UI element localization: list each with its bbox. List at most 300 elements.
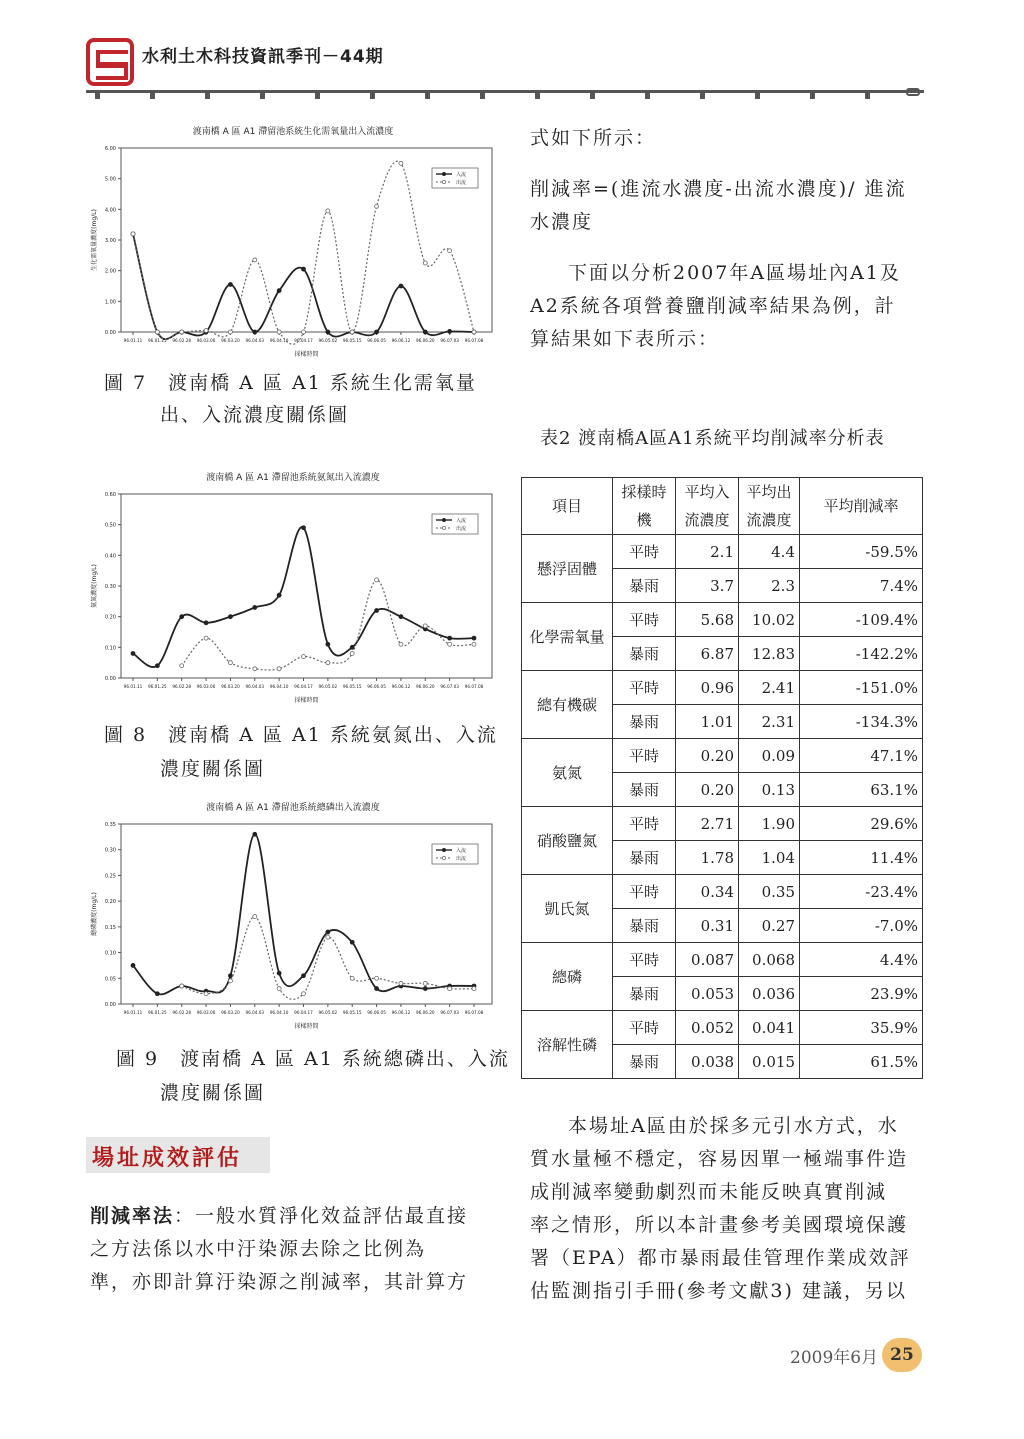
table-row — [522, 1011, 923, 1045]
data-point-inflow — [277, 593, 281, 597]
x-tick-label: 96.07.08 — [464, 684, 484, 689]
y-tick-label: 0.20 — [104, 614, 116, 621]
data-point-inflow — [326, 930, 330, 934]
x-tick-label: 96.05.02 — [318, 1010, 338, 1015]
table-row — [522, 671, 923, 705]
data-point-inflow — [253, 832, 257, 836]
header-tick — [810, 92, 815, 99]
cell-rate: 4.4% — [800, 943, 923, 977]
x-tick-label: 96.03.06 — [196, 1010, 216, 1015]
y-tick-label: 0.50 — [104, 522, 116, 529]
data-point-outflow — [204, 636, 208, 640]
cell-condition: 暴雨 — [613, 977, 676, 1011]
chart-title: 渡南橋 A 區 A1 滯留池系統總磷出入流濃度 — [206, 803, 380, 813]
x-tick-label: 96.05.15 — [342, 338, 362, 343]
data-point-outflow — [326, 661, 330, 665]
journal-title: 水利土木科技資訊季刊－44期 — [142, 47, 384, 67]
legend-box — [432, 844, 478, 864]
table-row — [522, 875, 923, 909]
data-point-inflow — [326, 642, 330, 646]
cell-condition: 平時 — [613, 671, 676, 705]
cell-rate: 47.1% — [800, 739, 923, 773]
x-tick-label: 96.01.11 — [123, 338, 143, 343]
y-axis-label: 氨氮濃度(mg/L) — [91, 564, 98, 608]
x-tick-label: 96.03.06 — [196, 684, 216, 689]
y-tick-label: 1.00 — [104, 299, 116, 306]
right-paragraph-2 — [530, 1110, 930, 1308]
text-line: 式如下所示： — [530, 127, 657, 149]
text-line: 估監測指引手冊(參考文獻3) 建議，另以 — [530, 1280, 907, 1302]
data-point-outflow — [399, 981, 403, 985]
journal-logo-icon — [86, 38, 134, 86]
header-rule — [86, 90, 924, 93]
header-tick — [95, 92, 100, 99]
y-tick-label: 2.00 — [104, 268, 116, 275]
x-tick-label: 96.06.20 — [415, 684, 435, 689]
x-tick-label: 96.04.03 — [245, 338, 265, 343]
x-tick-label: 96.01.11 — [123, 684, 143, 689]
chart-title: 渡南橋 A 區 A1 滯留池系統生化需氧量出入流濃度 — [192, 127, 394, 137]
cell-condition: 暴雨 — [613, 841, 676, 875]
data-point-outflow — [253, 915, 257, 919]
fig9-caption: 圖 9 渡南橋 A 區 A1 系統總磷出、入流 — [116, 1048, 510, 1070]
bod-chart — [86, 120, 500, 370]
legend-marker — [442, 518, 445, 521]
header-tick — [480, 92, 485, 99]
data-point-outflow — [423, 261, 427, 265]
header-tick — [865, 92, 870, 99]
table-row — [522, 739, 923, 773]
data-point-outflow — [277, 987, 281, 991]
y-tick-label: 6.00 — [104, 146, 116, 152]
x-tick-label: 96.07.03 — [440, 338, 459, 343]
text-line: 削減率=(進流水濃度-出流水濃度)/ 進流 — [530, 178, 907, 200]
data-point-inflow — [423, 987, 427, 991]
header-tick — [425, 92, 430, 99]
page-number: 25 — [882, 1338, 922, 1372]
header-end-icon — [906, 88, 920, 96]
row-item: 懸浮固體 — [522, 535, 613, 603]
series-line-inflow — [133, 234, 474, 339]
row-item: 溶解性磷 — [522, 1011, 613, 1079]
table-row — [522, 535, 923, 569]
data-point-inflow — [131, 651, 135, 655]
cell-inflow: 0.96 — [676, 671, 739, 705]
cell-rate: -134.3% — [800, 705, 923, 739]
y-tick-label: 0.30 — [104, 584, 116, 590]
x-tick-label: 96.06.12 — [391, 1010, 411, 1015]
cell-outflow: 2.31 — [739, 705, 800, 739]
y-tick-label: 0.25 — [104, 873, 116, 880]
term-bold: 削減率法 — [90, 1205, 175, 1227]
data-point-outflow — [448, 642, 452, 646]
x-tick-label: 96.03.20 — [221, 338, 240, 343]
header-text: 平均入 — [684, 483, 730, 501]
x-tick-label: 96.06.05 — [367, 1010, 386, 1015]
header-tick — [700, 92, 705, 99]
x-tick-label: 96.01.25 — [148, 1010, 167, 1015]
legend-marker — [442, 856, 445, 859]
cell-rate: -151.0% — [800, 671, 923, 705]
header-item: 項目 — [522, 478, 613, 535]
y-tick-label: 5.00 — [104, 176, 116, 183]
data-point-outflow — [448, 249, 452, 253]
data-point-outflow — [423, 981, 427, 985]
series-line-outflow — [182, 580, 474, 670]
cell-outflow: 4.4 — [739, 535, 800, 569]
text-line: ：一般水質淨化效益評估最直接 — [174, 1205, 469, 1227]
header-tick — [315, 92, 320, 99]
cell-outflow: 12.83 — [739, 637, 800, 671]
x-tick-label: 96.05.15 — [342, 1010, 362, 1015]
legend-label: 出流 — [456, 856, 467, 862]
data-point-outflow — [155, 330, 159, 334]
data-point-outflow — [448, 987, 452, 991]
cell-rate: 23.9% — [800, 977, 923, 1011]
data-point-inflow — [375, 609, 379, 613]
cell-inflow: 0.053 — [676, 977, 739, 1011]
x-tick-label: 96.07.08 — [464, 1010, 484, 1015]
data-point-outflow — [228, 661, 232, 665]
cell-outflow: 0.015 — [739, 1045, 800, 1079]
data-point-outflow — [399, 642, 403, 646]
y-tick-label: 0.30 — [104, 847, 116, 854]
header-tick — [370, 92, 375, 99]
y-tick-label: 0.05 — [104, 976, 116, 983]
x-axis-label: 採樣時間 — [294, 351, 319, 358]
legend-marker — [442, 526, 445, 529]
header-time — [613, 478, 676, 535]
legend-box — [432, 514, 478, 534]
x-tick-label: 96.04.10 — [269, 338, 289, 343]
table-row — [522, 603, 923, 637]
x-tick-label: 96.02.28 — [172, 338, 192, 343]
data-point-outflow — [131, 232, 135, 236]
data-point-inflow — [350, 940, 354, 944]
data-point-outflow — [399, 161, 403, 165]
data-point-inflow — [277, 971, 281, 975]
table-caption: 表2 渡南橋A區A1系統平均削減率分析表 — [540, 428, 885, 449]
section-heading — [86, 1137, 270, 1173]
data-point-inflow — [131, 963, 135, 967]
cell-condition: 暴雨 — [613, 909, 676, 943]
data-point-outflow — [326, 935, 330, 939]
header-text: 流濃度 — [684, 511, 730, 529]
row-item: 總有機碳 — [522, 671, 613, 739]
series-line-inflow — [133, 834, 474, 994]
data-point-inflow — [277, 289, 281, 293]
data-point-inflow — [472, 636, 476, 640]
cell-outflow: 0.036 — [739, 977, 800, 1011]
data-point-outflow — [326, 209, 330, 213]
text-line: 署（EPA）都市暴雨最佳管理作業成效評 — [530, 1247, 911, 1269]
x-tick-label: 96.07.08 — [464, 338, 484, 343]
cell-condition: 平時 — [613, 535, 676, 569]
section-title: 場址成效評估 — [92, 1146, 243, 1171]
data-point-inflow — [399, 615, 403, 619]
reduction-rate-table — [521, 477, 923, 1079]
table-row — [522, 943, 923, 977]
data-point-outflow — [253, 667, 257, 671]
y-tick-label: 0.00 — [104, 330, 116, 336]
data-point-outflow — [253, 258, 257, 262]
data-point-inflow — [399, 284, 403, 288]
cell-condition: 暴雨 — [613, 569, 676, 603]
data-point-inflow — [375, 987, 379, 991]
cell-inflow: 1.01 — [676, 705, 739, 739]
x-tick-label: 96.02.28 — [172, 1010, 192, 1015]
chart-title: 渡南橋 A 區 A1 滯留池系統氨氮出入流濃度 — [206, 473, 380, 483]
cell-rate: -23.4% — [800, 875, 923, 909]
cell-inflow: 1.78 — [676, 841, 739, 875]
fig7-caption: 圖 7 渡南橋 A 區 A1 系統生化需氧量 — [104, 372, 477, 394]
data-point-inflow — [228, 615, 232, 619]
text-line: 本場址A區由於採多元引水方式，水 — [568, 1115, 899, 1137]
x-axis-label: 採樣時間 — [294, 1023, 319, 1030]
x-tick-label: 96.06.12 — [391, 684, 411, 689]
ammonia-chart — [86, 466, 500, 716]
y-tick-label: 0.20 — [104, 899, 116, 906]
right-paragraph-1 — [530, 122, 930, 356]
cell-outflow: 1.04 — [739, 841, 800, 875]
cell-inflow: 0.34 — [676, 875, 739, 909]
data-point-outflow — [277, 667, 281, 671]
header-text: 採樣時 — [621, 483, 667, 501]
cell-rate: 61.5% — [800, 1045, 923, 1079]
cell-outflow: 0.13 — [739, 773, 800, 807]
x-tick-label: 96.05.02 — [318, 684, 338, 689]
data-point-inflow — [448, 329, 452, 333]
text-line: 準，亦即計算汙染源之削減率，其計算方 — [90, 1271, 469, 1293]
fig8-caption: 圖 8 渡南橋 A 區 A1 系統氨氮出、入流 — [104, 724, 498, 746]
x-tick-label: 96.01.11 — [123, 1010, 143, 1015]
data-point-outflow — [472, 330, 476, 334]
fig7-caption-cont: 出、入流濃度關係圖 — [160, 404, 350, 426]
y-tick-label: 0.10 — [104, 950, 116, 957]
text-line: 質水量極不穩定，容易因單一極端事件造 — [530, 1148, 909, 1170]
x-tick-label: 96.05.02 — [318, 338, 338, 343]
data-point-inflow — [423, 330, 427, 334]
x-tick-label: 96.04.10 — [269, 684, 289, 689]
data-point-outflow — [350, 651, 354, 655]
header-text: 流濃度 — [746, 511, 792, 529]
legend-marker — [442, 180, 445, 183]
y-tick-label: 0.10 — [104, 645, 116, 652]
row-item: 氨氮 — [522, 739, 613, 807]
header-rate: 平均削減率 — [800, 478, 923, 535]
data-point-inflow — [375, 330, 379, 334]
y-tick-label: 0.00 — [104, 676, 116, 682]
cell-inflow: 0.20 — [676, 739, 739, 773]
table-header-row — [522, 478, 923, 535]
data-point-inflow — [326, 330, 330, 334]
row-item: 化學需氧量 — [522, 603, 613, 671]
data-point-inflow — [302, 526, 306, 530]
cell-outflow: 0.068 — [739, 943, 800, 977]
header-tick — [205, 92, 210, 99]
cell-inflow: 2.1 — [676, 535, 739, 569]
fig9-caption-cont: 濃度關係圖 — [160, 1082, 266, 1104]
cell-condition: 暴雨 — [613, 637, 676, 671]
data-point-outflow — [472, 642, 476, 646]
table-row — [522, 807, 923, 841]
cell-outflow: 10.02 — [739, 603, 800, 637]
legend-label: 出流 — [456, 526, 467, 532]
data-point-outflow — [375, 204, 379, 208]
cell-condition: 平時 — [613, 943, 676, 977]
data-point-outflow — [180, 984, 184, 988]
x-axis-label: 採樣時間 — [294, 697, 319, 704]
x-tick-label: 96.02.28 — [172, 684, 192, 689]
cell-condition: 平時 — [613, 1011, 676, 1045]
data-point-outflow — [204, 328, 208, 332]
data-point-inflow — [155, 992, 159, 996]
data-point-inflow — [448, 636, 452, 640]
data-point-outflow — [228, 979, 232, 983]
cell-inflow: 0.087 — [676, 943, 739, 977]
legend-box — [432, 168, 478, 188]
legend-marker — [442, 172, 445, 175]
row-item: 凱氏氮 — [522, 875, 613, 943]
cell-rate: 63.1% — [800, 773, 923, 807]
legend-label: 入流 — [456, 518, 467, 524]
cell-outflow: 1.90 — [739, 807, 800, 841]
cell-condition: 平時 — [613, 807, 676, 841]
cell-inflow: 0.20 — [676, 773, 739, 807]
cell-inflow: 3.7 — [676, 569, 739, 603]
header-tick — [150, 92, 155, 99]
x-tick-label: 96.04.03 — [245, 1010, 265, 1015]
data-point-outflow — [277, 330, 281, 334]
x-tick-label: 96.01.25 — [148, 684, 167, 689]
x-tick-label: 96.04.17 — [294, 1010, 313, 1015]
header-tick — [755, 92, 760, 99]
data-point-outflow — [472, 987, 476, 991]
x-tick-label: 96.04.03 — [245, 684, 265, 689]
legend-marker — [442, 848, 445, 851]
series-line-inflow — [133, 527, 474, 667]
y-axis-label: 生化需氧量濃度(mg/L) — [91, 209, 98, 271]
data-point-inflow — [350, 645, 354, 649]
text-line: 率之情形，所以本計畫參考美國環境保護 — [530, 1214, 909, 1236]
x-tick-label: 96.07.03 — [440, 684, 459, 689]
x-tick-label: 96.03.20 — [221, 684, 240, 689]
data-point-outflow — [302, 330, 306, 334]
y-tick-label: 3.00 — [104, 238, 116, 244]
header-inflow — [676, 478, 739, 535]
data-point-outflow — [375, 976, 379, 980]
data-point-outflow — [180, 664, 184, 668]
cell-condition: 平時 — [613, 739, 676, 773]
cell-rate: -142.2% — [800, 637, 923, 671]
cell-inflow: 6.87 — [676, 637, 739, 671]
x-tick-label: 96.06.20 — [415, 338, 435, 343]
x-tick-label: 96.01.25 — [148, 338, 167, 343]
x-tick-label: 96.04.17 — [294, 338, 313, 343]
cell-inflow: 0.052 — [676, 1011, 739, 1045]
text-line: 之方法係以水中汙染源去除之比例為 — [90, 1238, 427, 1260]
header-outflow — [739, 478, 800, 535]
data-point-outflow — [228, 330, 232, 334]
y-tick-label: 0.60 — [104, 492, 116, 498]
y-tick-label: 4.00 — [104, 207, 116, 214]
cell-outflow: 2.3 — [739, 569, 800, 603]
y-axis-label: 總磷濃度(mg/L) — [91, 892, 98, 936]
data-point-inflow — [204, 621, 208, 625]
cell-rate: 35.9% — [800, 1011, 923, 1045]
cell-condition: 平時 — [613, 875, 676, 909]
data-point-inflow — [155, 664, 159, 668]
cell-inflow: 0.31 — [676, 909, 739, 943]
cell-condition: 暴雨 — [613, 1045, 676, 1079]
issue-date: 2009年6月 — [790, 1348, 879, 1368]
legend-label: 入流 — [456, 848, 467, 854]
y-tick-label: 0.40 — [104, 553, 116, 560]
legend-label: 入流 — [456, 172, 467, 178]
cell-outflow: 0.09 — [739, 739, 800, 773]
text-line: 算結果如下表所示： — [530, 328, 720, 350]
data-point-outflow — [180, 330, 184, 334]
cell-inflow: 5.68 — [676, 603, 739, 637]
y-tick-label: 0.15 — [104, 924, 116, 931]
cell-rate: -109.4% — [800, 603, 923, 637]
cell-rate: 11.4% — [800, 841, 923, 875]
cell-condition: 暴雨 — [613, 705, 676, 739]
data-point-outflow — [350, 330, 354, 334]
header-tick — [590, 92, 595, 99]
text-line: 成削減率變動劇烈而未能反映真實削減 — [530, 1181, 888, 1203]
data-point-inflow — [302, 974, 306, 978]
fig8-caption-cont: 濃度關係圖 — [160, 758, 266, 780]
text-line: 下面以分析2007年A區場址內A1及 — [568, 262, 901, 284]
cell-inflow: 2.71 — [676, 807, 739, 841]
data-point-outflow — [375, 578, 379, 582]
data-point-inflow — [253, 605, 257, 609]
cell-rate: 29.6% — [800, 807, 923, 841]
data-point-outflow — [302, 655, 306, 659]
data-point-inflow — [180, 615, 184, 619]
data-point-inflow — [302, 267, 306, 271]
left-paragraph — [90, 1200, 490, 1299]
text-line: 水濃度 — [530, 211, 594, 233]
cell-rate: 7.4% — [800, 569, 923, 603]
data-point-inflow — [228, 282, 232, 286]
x-tick-label: 96.04.10 — [269, 1010, 289, 1015]
series-line-outflow — [133, 161, 474, 344]
header-tick — [260, 92, 265, 99]
data-point-inflow — [253, 330, 257, 334]
x-tick-label: 96.04.17 — [294, 684, 313, 689]
x-tick-label: 96.06.05 — [367, 684, 386, 689]
legend-label: 出流 — [456, 180, 467, 186]
x-tick-label: 96.03.20 — [221, 1010, 240, 1015]
cell-inflow: 0.038 — [676, 1045, 739, 1079]
cell-outflow: 2.41 — [739, 671, 800, 705]
x-tick-label: 96.05.15 — [342, 684, 362, 689]
cell-outflow: 0.27 — [739, 909, 800, 943]
x-tick-label: 96.03.06 — [196, 338, 216, 343]
cell-outflow: 0.35 — [739, 875, 800, 909]
phosphorus-chart — [86, 796, 500, 1042]
y-tick-label: 0.35 — [104, 822, 116, 828]
text-line: A2系統各項營養鹽削減率結果為例，計 — [530, 295, 896, 317]
row-item: 硝酸鹽氮 — [522, 807, 613, 875]
y-tick-label: 0.00 — [104, 1002, 116, 1008]
x-tick-label: 96.07.03 — [440, 1010, 459, 1015]
cell-condition: 平時 — [613, 603, 676, 637]
row-item: 總磷 — [522, 943, 613, 1011]
cell-condition: 暴雨 — [613, 773, 676, 807]
